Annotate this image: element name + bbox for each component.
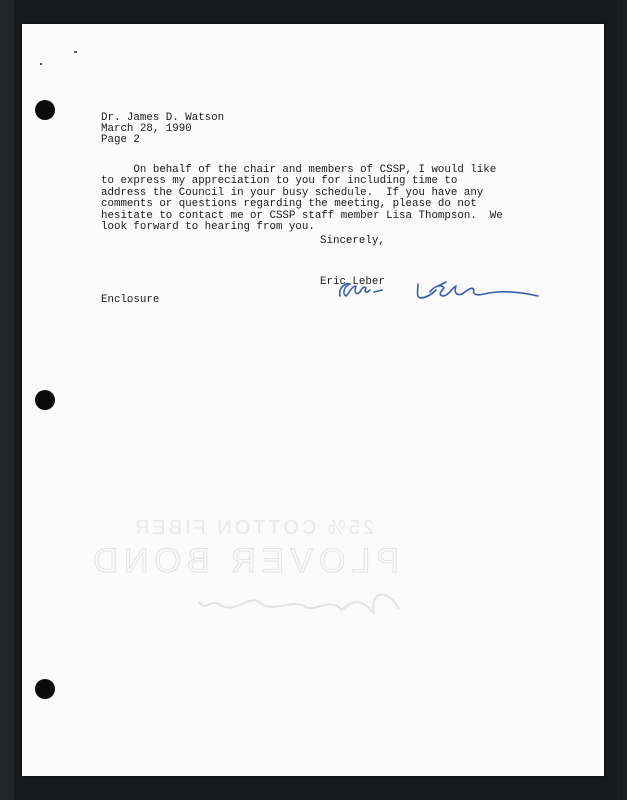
body-line: hesitate to contact me or CSSP staff member Lisa Thompson. We [101, 209, 503, 222]
enclosure-note: Enclosure [101, 294, 160, 306]
body-paragraph [101, 165, 503, 233]
letter-date: March 28, 1990 [101, 123, 192, 135]
scanner-edge-left [0, 0, 14, 800]
scanner-edge-right [617, 0, 627, 800]
watermark-line2: PLOVER BOND [87, 542, 399, 580]
body-line: On behalf of the chair and members of CSSP, I would like [101, 164, 497, 176]
closing-salutation: Sincerely, [320, 235, 385, 247]
binder-hole-icon [35, 679, 55, 699]
recipient-name: Dr. James D. Watson [101, 112, 225, 124]
letter-page [22, 24, 604, 776]
body-line: to express my appreciation to you for including time to [101, 175, 458, 188]
body-line: address the Council in your busy schedule. If you have any [101, 186, 484, 199]
body-line: look forward to hearing from you. [101, 221, 315, 234]
paper-speck [74, 51, 77, 53]
paper-speck [40, 63, 42, 65]
body-line: comments or questions regarding the meeting, please do not [101, 198, 477, 211]
binder-hole-icon [35, 390, 55, 410]
signer-name: Eric Leber [320, 276, 385, 288]
watermark-line1: 25% COTTON FIBER [131, 517, 374, 539]
binder-hole-icon [35, 100, 55, 120]
page-number: Page 2 [101, 134, 140, 146]
